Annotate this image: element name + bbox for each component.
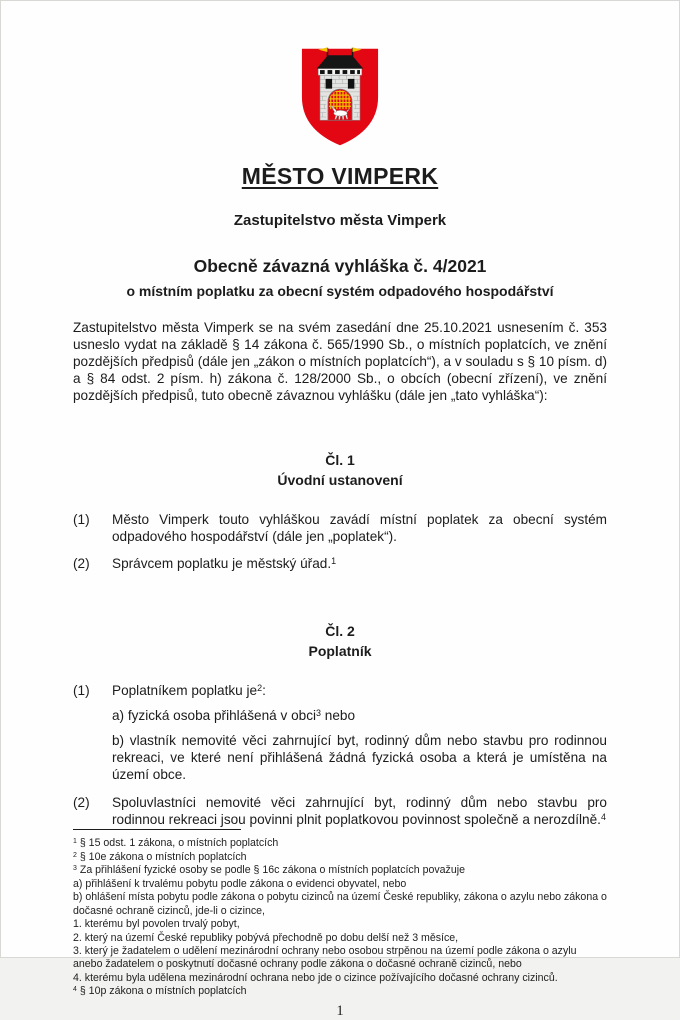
item-body: Poplatníkem poplatku je bbox=[112, 683, 258, 699]
sub-item-b bbox=[112, 733, 607, 784]
item-text bbox=[112, 683, 607, 784]
ordinance-title: Obecně závazná vyhláška č. 4/2021 bbox=[193, 256, 487, 276]
article-1-number: Čl. 1 bbox=[325, 451, 355, 468]
item-number: (1) bbox=[73, 683, 90, 699]
footnote-marker: 3 bbox=[73, 865, 77, 873]
item-body: a) fyzická osoba přihlášená v obci bbox=[112, 708, 317, 724]
article-1-title: Úvodní ustanovení bbox=[277, 471, 403, 488]
item-body: Město Vimperk touto vyhláškou zavádí místní poplatek za obecní systém odpadového hospodářství (dále jen „poplatek“). bbox=[112, 511, 607, 544]
item-body-after: nebo bbox=[321, 708, 356, 724]
vimperk-coat-of-arms-icon bbox=[293, 45, 387, 149]
footnote-3 bbox=[73, 864, 607, 877]
sub-item-a bbox=[112, 708, 607, 725]
footnote-ref: 2 bbox=[257, 683, 263, 694]
footnote-2 bbox=[73, 851, 607, 864]
item-text bbox=[112, 556, 607, 573]
article-2-title: Poplatník bbox=[308, 643, 372, 660]
footnote-marker: 4 bbox=[73, 986, 77, 994]
coat-of-arms bbox=[73, 45, 607, 149]
footnote-ref: 1 bbox=[331, 556, 337, 567]
footnote-text: Za přihlášení fyzické osoby se podle § 16c zákona o místních poplatcích považuje bbox=[79, 864, 465, 877]
footnote-text: b) ohlášení místa pobytu podle zákona o pobytu cizinců na území České republiky, zákona o azylu nebo zákona o dočasné ochraně cizinců, jde-li o cizince, bbox=[73, 891, 607, 917]
item-text bbox=[112, 795, 607, 829]
footnote-text: 2. který na území České republiky pobývá přechodně po dobu delší než 3 měsíce, bbox=[73, 931, 459, 944]
footnote-ref: 4 bbox=[600, 812, 606, 823]
footnote-3-cont bbox=[73, 972, 607, 985]
article-1-items bbox=[73, 501, 607, 574]
footnote-marker: 2 bbox=[73, 851, 77, 859]
footnote-3-cont bbox=[73, 891, 607, 918]
clause-item bbox=[73, 683, 607, 784]
footnote-3-cont bbox=[73, 945, 607, 972]
footnote-3-cont bbox=[73, 918, 607, 931]
item-body: b) vlastník nemovité věci zahrnující byt, rodinný dům nebo stavbu pro rodinnou rekreaci, ve které není přihlášená žádná fyzická osoba a která je umístěna na území obce. bbox=[112, 733, 607, 783]
item-number: (2) bbox=[73, 795, 90, 811]
footnotes-block bbox=[73, 829, 607, 998]
item-body: Spoluvlastníci nemovité věci zahrnující byt, rodinný dům nebo stavbu pro rodinnou rekreaci jsou povinni plnit poplatkovou povinnost společně a nerozdílně. bbox=[112, 795, 607, 828]
footnote-ref: 3 bbox=[316, 708, 322, 719]
footnote-text: § 15 odst. 1 zákona, o místních poplatcích bbox=[79, 837, 279, 850]
clause-item bbox=[73, 556, 607, 573]
footnote-separator bbox=[73, 829, 241, 830]
footnote-text: 3. který je žadatelem o udělení mezinárodní ochrany nebo osobou strpěnou na území podle zákona o azylu anebo žadatelem o poskytnutí dočasné ochrany podle zákona o dočasné ochraně cizinců, nebo bbox=[73, 944, 577, 971]
footnote-4 bbox=[73, 985, 607, 998]
footnote-text: § 10p zákona o místních poplatcích bbox=[79, 985, 247, 998]
item-body-after: : bbox=[262, 683, 266, 699]
footnote-3-cont bbox=[73, 878, 607, 891]
item-text bbox=[112, 512, 607, 546]
footnote-text: 4. kterému byla udělena mezinárodní ochrana nebo jde o cizince požívajícího dočasné ochrany cizinců. bbox=[73, 971, 558, 984]
article-2-items bbox=[73, 672, 607, 829]
footnote-3-cont bbox=[73, 932, 607, 945]
footnote-text: a) přihlášení k trvalému pobytu podle zákona o evidenci obyvatel, nebo bbox=[73, 877, 407, 890]
item-number: (2) bbox=[73, 556, 90, 572]
ordinance-subtitle: o místním poplatku za obecní systém odpadového hospodářství bbox=[126, 283, 554, 299]
footnote-marker: 1 bbox=[73, 838, 77, 846]
footnote-1 bbox=[73, 837, 607, 850]
intro-paragraph: Zastupitelstvo města Vimperk se na svém zasedání dne 25.10.2021 usnesením č. 353 usneslo vydat na základě § 14 zákona č. 565/1990 Sb., o místních poplatcích, ve znění pozdějších předpisů (dále jen „zákon o místních poplatcích“), a v souladu s § 10 písm. d) a § 84 odst. 2 písm. h) zákona č. 128/2000 Sb., o obcích (obecní zřízení), ve znění pozdějších předpisů, tuto obecně závaznou vyhlášku (dále jen „tato vyhláška“): bbox=[73, 320, 607, 403]
item-number: (1) bbox=[73, 511, 90, 527]
footnote-text: § 10e zákona o místních poplatcích bbox=[79, 850, 247, 863]
page-number: 1 bbox=[336, 1002, 344, 1019]
item-body: Správcem poplatku je městský úřad. bbox=[112, 556, 332, 572]
footnote-text: 1. kterému byl povolen trvalý pobyt, bbox=[73, 918, 240, 931]
article-2-number: Čl. 2 bbox=[325, 623, 355, 640]
battlement-strip bbox=[318, 69, 362, 76]
clause-item bbox=[73, 795, 607, 829]
city-title: MĚSTO VIMPERK bbox=[241, 163, 439, 189]
council-subtitle: Zastupitelstvo města Vimperk bbox=[233, 212, 447, 229]
clause-item bbox=[73, 512, 607, 546]
